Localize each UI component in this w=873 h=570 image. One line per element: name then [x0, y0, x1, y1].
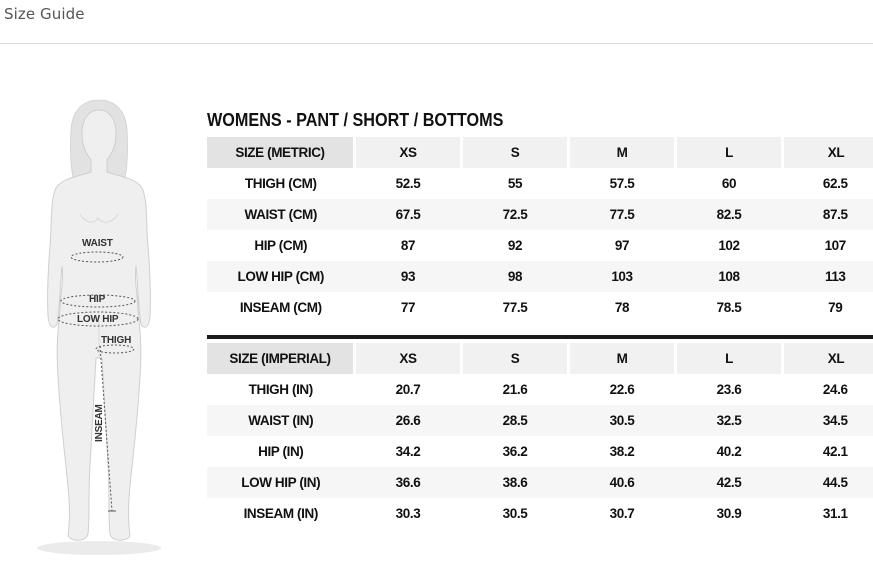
- row-label: WAIST (IN): [207, 405, 355, 436]
- table-cell: 30.9: [716, 506, 742, 521]
- table-cell: 30.3: [395, 506, 421, 521]
- table-cell: 38.2: [609, 444, 635, 459]
- table-cell: 87: [400, 238, 416, 253]
- table-cell: 30.5: [569, 405, 676, 436]
- table-cell: 93: [355, 261, 462, 292]
- low-hip-label: LOW HIP: [77, 314, 119, 325]
- table-cell: 55: [507, 176, 523, 191]
- table-row: [207, 374, 873, 405]
- table-cell: 107: [824, 238, 846, 253]
- thigh-label: THIGH: [101, 335, 132, 346]
- hip-label: HIP: [89, 294, 106, 305]
- table-cell: 42.5: [676, 467, 783, 498]
- table-cell: 36.6: [355, 467, 462, 498]
- table-cell: 36.2: [502, 444, 528, 459]
- page-title: Size Guide: [4, 5, 85, 23]
- chart-title: WOMENS - PANT / SHORT / BOTTOMS: [207, 110, 504, 130]
- row-label: INSEAM (CM): [239, 300, 322, 315]
- size-xl-header: XL: [783, 343, 873, 374]
- table-cell: 62.5: [822, 176, 848, 191]
- size-l-header: L: [676, 343, 783, 374]
- imperial-header-row: [207, 343, 873, 374]
- page-header: [0, 0, 873, 44]
- table-cell: 21.6: [502, 382, 528, 397]
- table-row: [207, 292, 873, 323]
- table-cell: 24.6: [822, 382, 848, 397]
- table-cell: 108: [676, 261, 783, 292]
- table-cell: 98: [462, 261, 569, 292]
- metric-size-table: [207, 137, 873, 323]
- table-cell: 20.7: [395, 382, 421, 397]
- table-cell: 92: [507, 238, 523, 253]
- row-label: INSEAM (IN): [243, 506, 318, 521]
- table-cell: 87.5: [783, 199, 873, 230]
- table-cell: 78: [614, 300, 630, 315]
- table-cell: 28.5: [462, 405, 569, 436]
- table-cell: 72.5: [462, 199, 569, 230]
- table-cell: 57.5: [609, 176, 635, 191]
- metric-header-label: SIZE (METRIC): [207, 137, 355, 168]
- table-row: [207, 199, 873, 230]
- table-row: [207, 467, 873, 498]
- table-cell: 23.6: [716, 382, 742, 397]
- table-cell: 22.6: [609, 382, 635, 397]
- table-cell: 102: [718, 238, 740, 253]
- body-measurement-figure: [30, 96, 170, 562]
- table-divider: [207, 335, 873, 339]
- table-cell: 77.5: [569, 199, 676, 230]
- imperial-header-label: SIZE (IMPERIAL): [207, 343, 355, 374]
- table-cell: 78.5: [716, 300, 742, 315]
- table-cell: 38.6: [462, 467, 569, 498]
- size-xl-header: XL: [783, 137, 873, 168]
- size-xs-header: XS: [355, 343, 462, 374]
- size-s-header: S: [462, 137, 569, 168]
- table-cell: 77: [400, 300, 416, 315]
- table-row: [207, 168, 873, 199]
- table-cell: 40.6: [569, 467, 676, 498]
- table-cell: 42.1: [822, 444, 848, 459]
- table-cell: 103: [569, 261, 676, 292]
- table-cell: 34.2: [395, 444, 421, 459]
- table-cell: 44.5: [783, 467, 873, 498]
- table-cell: 67.5: [355, 199, 462, 230]
- table-cell: 97: [614, 238, 630, 253]
- size-xs-header: XS: [355, 137, 462, 168]
- row-label: HIP (CM): [254, 238, 308, 253]
- table-cell: 30.7: [609, 506, 635, 521]
- waist-label: WAIST: [82, 238, 113, 249]
- metric-header-row: [207, 137, 873, 168]
- table-cell: 82.5: [676, 199, 783, 230]
- table-cell: 79: [828, 300, 843, 315]
- table-cell: 32.5: [676, 405, 783, 436]
- table-row: [207, 230, 873, 261]
- female-silhouette-illustration: [30, 96, 170, 562]
- table-row: [207, 436, 873, 467]
- size-l-header: L: [676, 137, 783, 168]
- table-cell: 34.5: [783, 405, 873, 436]
- imperial-size-table: [207, 343, 873, 529]
- table-row: [207, 261, 873, 292]
- row-label: LOW HIP (CM): [207, 261, 355, 292]
- size-m-header: M: [569, 137, 676, 168]
- inseam-label: INSEAM: [94, 404, 105, 442]
- table-cell: 60: [721, 176, 737, 191]
- row-label: HIP (IN): [258, 444, 304, 459]
- table-cell: 30.5: [502, 506, 528, 521]
- row-label: WAIST (CM): [207, 199, 355, 230]
- table-row: [207, 498, 873, 529]
- table-cell: 31.1: [822, 506, 848, 521]
- row-label: THIGH (IN): [248, 382, 313, 397]
- table-cell: 26.6: [355, 405, 462, 436]
- table-cell: 52.5: [395, 176, 421, 191]
- table-cell: 113: [783, 261, 873, 292]
- size-s-header: S: [462, 343, 569, 374]
- row-label: THIGH (CM): [244, 176, 317, 191]
- table-cell: 77.5: [502, 300, 528, 315]
- table-cell: 40.2: [716, 444, 742, 459]
- table-row: [207, 405, 873, 436]
- size-m-header: M: [569, 343, 676, 374]
- row-label: LOW HIP (IN): [207, 467, 355, 498]
